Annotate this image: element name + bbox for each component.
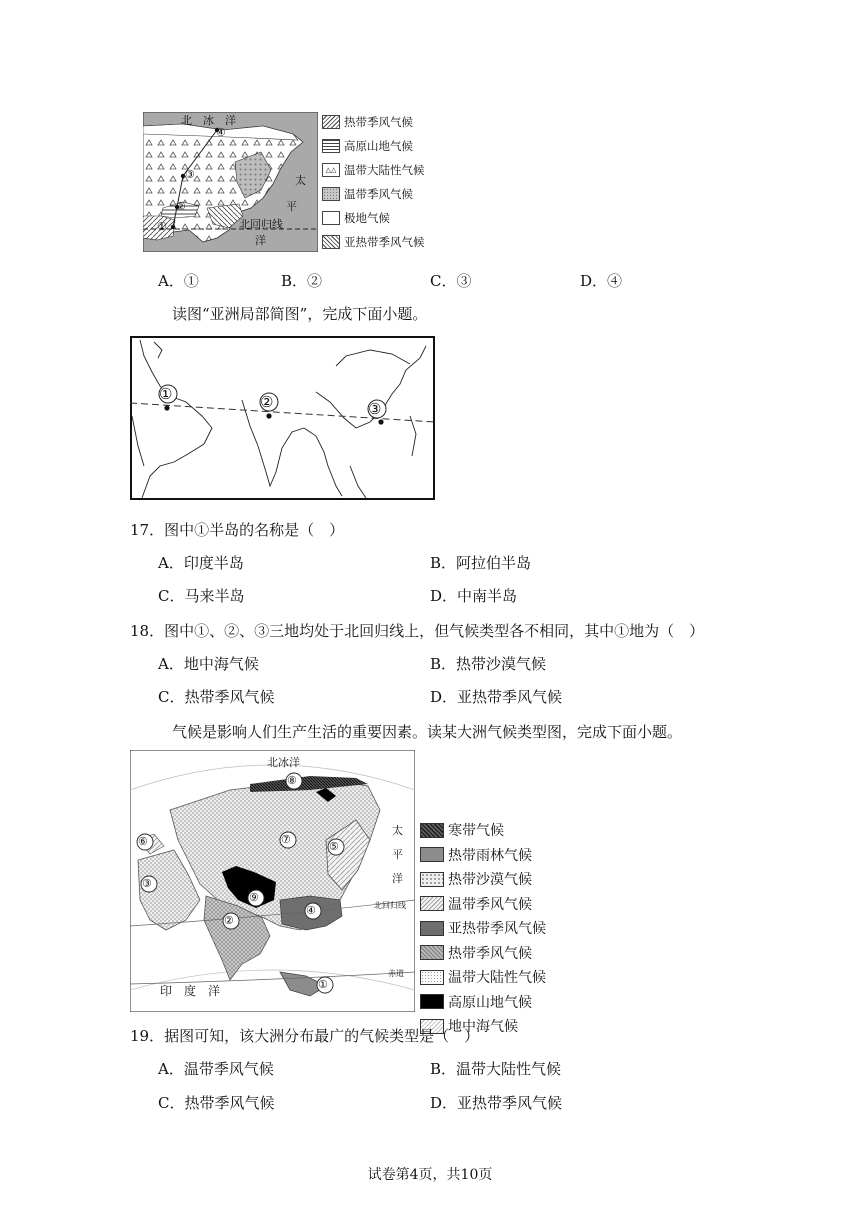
q18-option-b[interactable]: B．热带沙漠气候 <box>430 655 547 673</box>
map3-region-6: ⑥ <box>138 835 148 848</box>
legend-swatch <box>322 235 340 249</box>
legend-swatch <box>420 970 444 985</box>
page-footer: 试卷第4页，共10页 <box>367 1167 493 1183</box>
asia-partial-map <box>130 336 435 500</box>
map3-ping-label: 平 <box>392 848 403 861</box>
legend-label: 温带季风气候 <box>344 187 413 201</box>
map3-legend-item <box>420 843 570 868</box>
legend-label: 温带季风气候 <box>448 896 532 913</box>
legend-label: 亚热带季风气候 <box>448 921 546 938</box>
map1-point-4: ④ <box>216 126 226 139</box>
q19-option-b[interactable]: B．温带大陆性气候 <box>430 1060 562 1078</box>
q16-option-d[interactable]: D．④ <box>580 272 623 290</box>
legend-label: 地中海气候 <box>448 1019 518 1036</box>
asia-partial-map-graphic <box>130 336 435 500</box>
q16-option-b[interactable]: B．② <box>281 272 323 290</box>
map1-legend <box>322 110 432 254</box>
map3-region-5: ⑤ <box>329 840 339 853</box>
map3-yang-label: 洋 <box>392 872 403 885</box>
map1-point-3: ③ <box>185 168 195 181</box>
climate-map-1-graphic <box>143 112 318 252</box>
map1-tropic-label: 北回归线 <box>239 218 283 231</box>
legend-label: 热带沙漠气候 <box>448 872 532 889</box>
map3-region-8: ⑧ <box>287 774 297 787</box>
map1-legend-item <box>322 134 432 158</box>
map1-legend-item <box>322 110 432 134</box>
map3-region-7: ⑦ <box>281 833 291 846</box>
legend-label: 寒带气候 <box>448 823 504 840</box>
legend-swatch <box>420 896 444 911</box>
q18-option-d[interactable]: D．亚热带季风气候 <box>430 688 563 706</box>
map2-point-1: ① <box>159 385 173 403</box>
q17-option-c[interactable]: C．马来半岛 <box>158 587 245 605</box>
legend-swatch <box>322 187 340 201</box>
map1-legend-item <box>322 182 432 206</box>
map3-region-3: ③ <box>142 877 152 890</box>
legend-swatch <box>420 823 444 838</box>
legend-label: 热带季风气候 <box>448 945 532 962</box>
map3-indian-ocean-label: 印 度 洋 <box>160 984 221 998</box>
q18-option-a[interactable]: A．地中海气候 <box>158 655 259 673</box>
q19-stem: 19．据图可知，该大洲分布最广的气候类型是（ ） <box>130 1027 480 1045</box>
map3-tai-label: 太 <box>392 824 403 837</box>
q17-option-d[interactable]: D．中南半岛 <box>430 587 518 605</box>
asia-climate-map-graphic <box>130 750 415 1012</box>
map3-region-1: ① <box>318 978 328 991</box>
map3-arctic-label: 北冰洋 <box>267 756 300 769</box>
map1-point-2: ② <box>176 200 186 213</box>
legend-swatch <box>420 994 444 1009</box>
legend-label: 温带大陆性气候 <box>344 163 425 177</box>
legend-swatch <box>322 139 340 153</box>
map3-legend-item <box>420 867 570 892</box>
map3-region-4: ④ <box>306 904 316 917</box>
map3-legend-item <box>420 965 570 990</box>
map3-legend-item <box>420 892 570 917</box>
legend-label: 亚热带季风气候 <box>344 235 425 249</box>
asia-climate-map <box>130 750 415 1012</box>
map2-point-2: ② <box>260 393 274 411</box>
legend-swatch <box>420 921 444 936</box>
climate-map-1 <box>143 112 318 252</box>
legend-label: 热带季风气候 <box>344 115 413 129</box>
legend-swatch <box>322 115 340 129</box>
map3-legend <box>420 818 570 1039</box>
q19-option-a[interactable]: A．温带季风气候 <box>158 1060 274 1078</box>
legend-swatch: △△ <box>322 163 340 177</box>
map1-legend-item <box>322 158 432 182</box>
map3-tropic-label: 北回归线 <box>374 901 406 910</box>
q17-stem: 17．图中①半岛的名称是（ ） <box>130 521 345 539</box>
q19-option-d[interactable]: D．亚热带季风气候 <box>430 1094 563 1112</box>
q16-option-a[interactable]: A．① <box>158 272 199 290</box>
map3-legend-item <box>420 916 570 941</box>
q18-option-c[interactable]: C．热带季风气候 <box>158 688 275 706</box>
map3-region-9: ⑨ <box>249 891 259 904</box>
q17-option-a[interactable]: A．印度半岛 <box>158 554 244 572</box>
legend-swatch <box>420 847 444 862</box>
map1-yang-label: 洋 <box>255 234 266 247</box>
legend-swatch <box>322 211 340 225</box>
legend-label: 高原山地气候 <box>344 139 413 153</box>
legend-label: 高原山地气候 <box>448 994 532 1011</box>
legend-swatch <box>420 872 444 887</box>
map1-legend-item <box>322 206 432 230</box>
map1-legend-item <box>322 230 432 254</box>
map1-tai-label: 太 <box>295 174 306 187</box>
map3-region-2: ② <box>224 914 234 927</box>
map2-point-3: ③ <box>368 400 382 418</box>
q18-stem: 18．图中①、②、③三地均处于北回归线上，但气候类型各不相同，其中①地为（ ） <box>130 622 705 640</box>
intro-17-18: 读图“亚洲局部简图”，完成下面小题。 <box>172 305 428 323</box>
map1-point-1: ① <box>157 220 167 233</box>
map3-legend-item <box>420 818 570 843</box>
map3-legend-item <box>420 990 570 1015</box>
intro-19: 气候是影响人们生产生活的重要因素。读某大洲气候类型图，完成下面小题。 <box>172 723 683 741</box>
map1-arctic-label: 北 冰 洋 <box>181 114 236 127</box>
map1-ping-label: 平 <box>286 200 297 213</box>
legend-label: 极地气候 <box>344 211 390 225</box>
q17-option-b[interactable]: B．阿拉伯半岛 <box>430 554 532 572</box>
q16-option-c[interactable]: C．③ <box>430 272 472 290</box>
q19-option-c[interactable]: C．热带季风气候 <box>158 1094 275 1112</box>
map3-legend-item <box>420 941 570 966</box>
map3-equator-label: 赤道 <box>388 969 404 978</box>
legend-label: 热带雨林气候 <box>448 847 532 864</box>
legend-swatch <box>420 945 444 960</box>
legend-label: 温带大陆性气候 <box>448 970 546 987</box>
